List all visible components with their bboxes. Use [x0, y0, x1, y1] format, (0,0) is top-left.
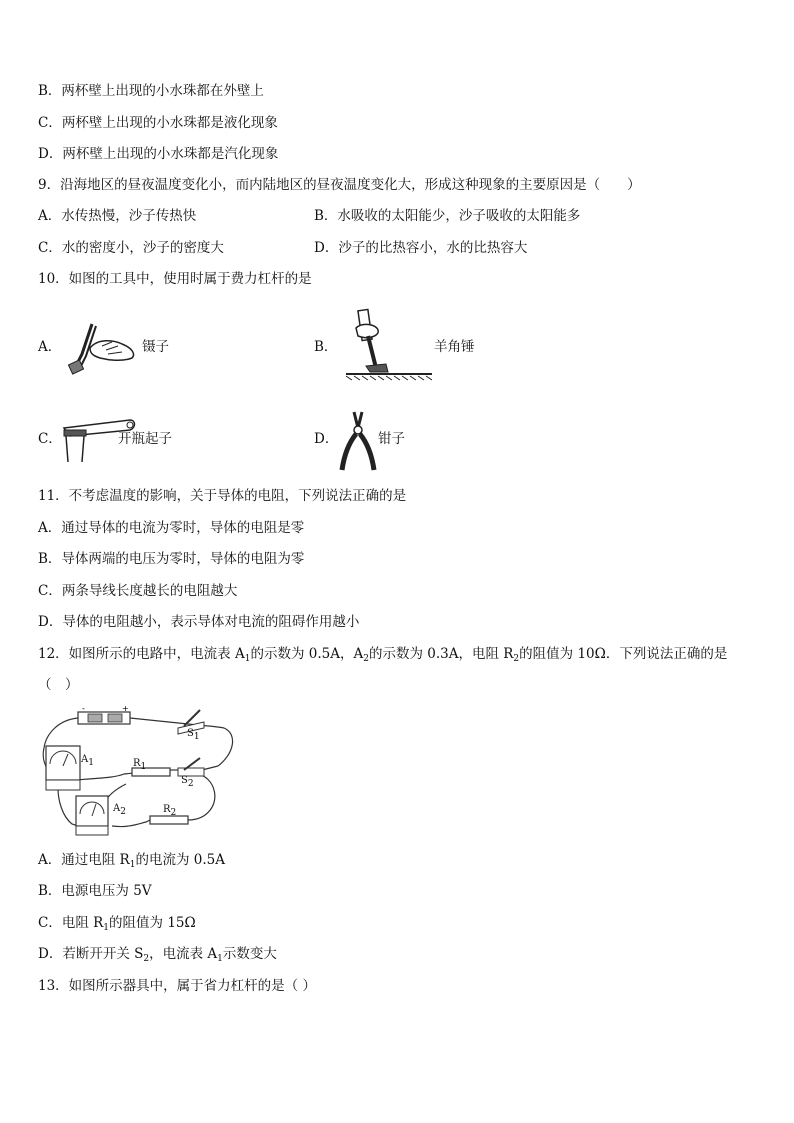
q9-option-b: B．水吸收的太阳能少，沙子吸收的太阳能多 — [314, 208, 581, 224]
q12-option-d: D．若断开开关 $S_2$，电流表 $A_1$示数变大 — [38, 946, 277, 964]
resistor-r2-label: $R_2$ — [163, 804, 177, 818]
q11-option-a: A．通过导体的电流为零时，导体的电阻是零 — [38, 520, 305, 536]
q9-option-d: D．沙子的比热容小，水的比热容大 — [314, 240, 528, 256]
svg-text:-: - — [82, 704, 85, 713]
q12-option-b: B．电源电压为 5V — [38, 883, 152, 899]
svg-text:+: + — [122, 704, 129, 713]
q12-stem-blank: （ ） — [38, 677, 79, 693]
switch-s1-label: $S_1$ — [187, 728, 200, 742]
q11-option-d: D．导体的电阻越小，表示导体对电流的阻碍作用越小 — [38, 614, 360, 630]
q11-option-b: B．导体两端的电压为零时，导体的电阻为零 — [38, 551, 305, 567]
q8-option-c: C．两杯壁上出现的小水珠都是液化现象 — [38, 115, 278, 131]
q12-option-c: C．电阻 $R_1$的阻值为 15Ω — [38, 915, 196, 933]
q12-stem: 12．如图所示的电路中，电流表 $A_1$的示数为 0.5A，$A_2$的示数为 0.3A，电阻 $R_2$的阻值为 10Ω．下列说法正确的是 — [38, 646, 728, 664]
q10-option-d-letter: D． — [314, 431, 339, 447]
tweezers-figure — [62, 314, 140, 378]
q9-option-c: C．水的密度小，沙子的密度大 — [38, 240, 224, 256]
q10-option-a-name: 镊子 — [142, 339, 169, 355]
q9-option-a: A．水传热慢，沙子传热快 — [38, 208, 197, 224]
switch-s2-label: $S_2$ — [181, 775, 194, 789]
q8-option-d: D．两杯壁上出现的小水珠都是汽化现象 — [38, 146, 279, 162]
pliers-figure — [338, 408, 378, 474]
q10-option-d-name: 钳子 — [378, 431, 405, 447]
resistor-r1-label: $R_1$ — [133, 758, 147, 772]
circuit-diagram — [38, 704, 240, 840]
q10-stem: 10．如图的工具中，使用时属于费力杠杆的是 — [38, 271, 312, 287]
q10-option-c-name: 开瓶起子 — [118, 431, 172, 447]
q10-option-c-letter: C． — [38, 431, 62, 447]
q10-option-a-letter: A． — [38, 339, 62, 355]
q8-option-b: B．两杯壁上出现的小水珠都在外壁上 — [38, 83, 264, 99]
q11-option-c: C．两条导线长度越长的电阻越大 — [38, 583, 238, 599]
q10-option-b-name: 羊角锤 — [434, 339, 475, 355]
q9-stem: 9．沿海地区的昼夜温度变化小，而内陆地区的昼夜温度变化大，形成这种现象的主要原因是（ ） — [38, 177, 641, 193]
q11-stem: 11．不考虑温度的影响，关于导体的电阻，下列说法正确的是 — [38, 488, 407, 504]
q10-option-b-letter: B． — [314, 339, 338, 355]
q12-option-a: A．通过电阻 $R_1$的电流为 0.5A — [38, 852, 225, 870]
q13-stem: 13．如图所示器具中，属于省力杠杆的是（ ） — [38, 978, 316, 994]
ammeter-a2-label: $A_2$ — [113, 803, 126, 817]
claw-hammer-figure — [346, 306, 432, 382]
ammeter-a1-label: $A_1$ — [81, 754, 94, 768]
